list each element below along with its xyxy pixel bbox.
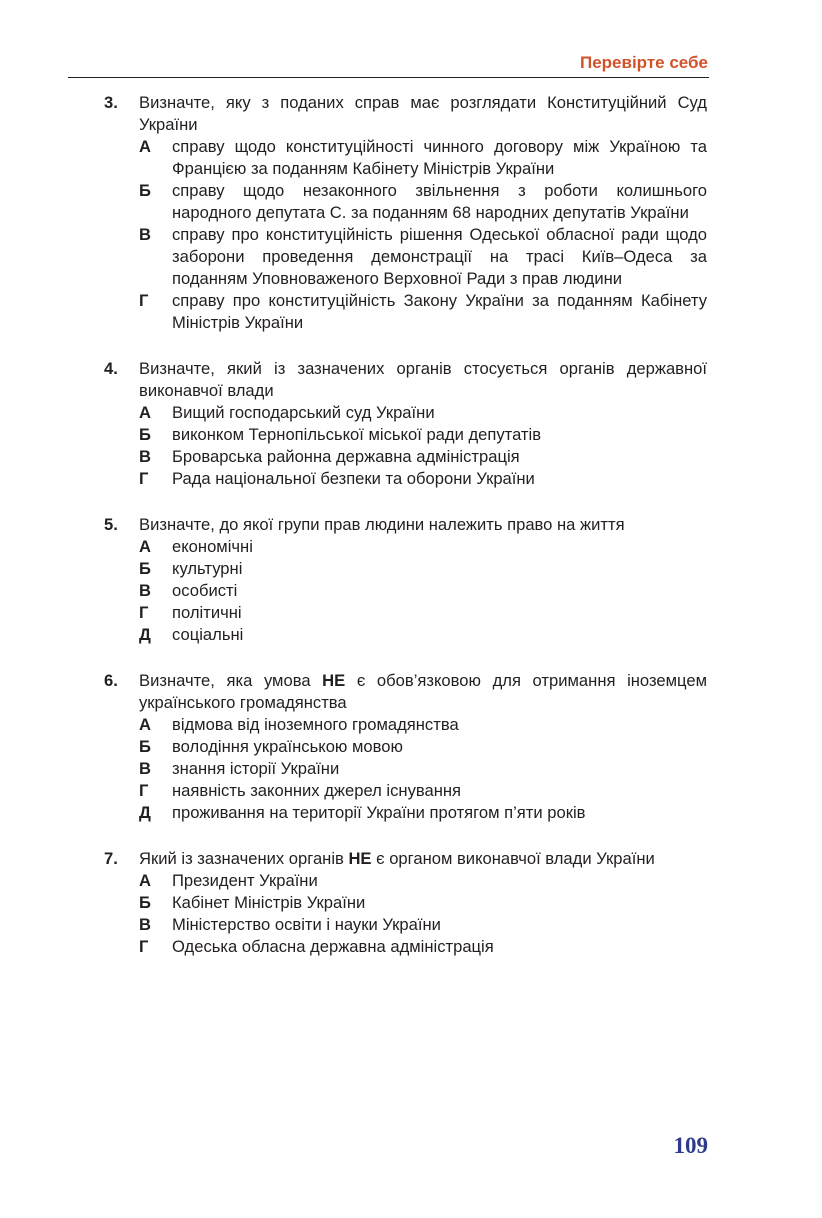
option-text: справу про конституційність Закону України за поданням Кабінету Міністрів України	[172, 291, 707, 332]
option-text: Рада національної безпеки та оборони України	[172, 469, 535, 488]
option-text: виконком Тернопільської міської ради депутатів	[172, 425, 542, 444]
answer-option	[0, 870, 707, 892]
question-text: Визначте, до якої групи прав людини належить право на життя	[139, 515, 625, 534]
answer-option	[0, 136, 707, 180]
question-text: Визначте, яка умова НЕ є обов’язковою для отримання іноземцем українського громадянства	[139, 671, 707, 712]
option-letter: В	[139, 581, 151, 600]
option-letter: А	[139, 871, 151, 890]
option-text: Міністерство освіти і науки України	[172, 915, 441, 934]
option-text: справу про конституційність рішення Одеської обласної ради щодо заборони проведення демонстрації на трасі Київ–Одеса за поданням Уповноваженого Верховної Ради з прав людини	[172, 225, 707, 288]
option-text: Кабінет Міністрів України	[172, 893, 366, 912]
option-letter: В	[139, 915, 151, 934]
answer-option	[0, 714, 707, 736]
option-letter: Г	[139, 781, 149, 800]
emphasis-not: НЕ	[322, 671, 346, 690]
answer-option	[0, 424, 707, 446]
question-list	[0, 92, 822, 982]
option-letter: Б	[139, 425, 151, 444]
option-letter: Г	[139, 937, 149, 956]
option-text: володіння українською мовою	[172, 737, 403, 756]
question-number: 6.	[104, 671, 118, 690]
option-letter: А	[139, 537, 151, 556]
option-text: відмова від іноземного громадянства	[172, 715, 459, 734]
option-text: Одеська обласна державна адміністрація	[172, 937, 494, 956]
question-number: 7.	[104, 849, 118, 868]
option-letter: А	[139, 715, 151, 734]
question-7	[0, 848, 822, 958]
answer-option	[0, 892, 707, 914]
option-text: культурні	[172, 559, 243, 578]
option-text: наявність законних джерел існування	[172, 781, 462, 800]
option-text: проживання на території України протягом п’яти років	[172, 803, 586, 822]
answer-option	[0, 624, 707, 646]
emphasis-not: НЕ	[348, 849, 372, 868]
option-letter: Б	[139, 181, 151, 200]
question-3	[0, 92, 822, 334]
answer-option	[0, 224, 707, 290]
answer-option	[0, 802, 707, 824]
question-text: Визначте, яку з поданих справ має розглядати Конституційний Суд України	[139, 93, 707, 134]
option-letter: А	[139, 403, 151, 422]
question-number: 3.	[104, 93, 118, 112]
answer-option	[0, 936, 707, 958]
page-number: 109	[673, 1133, 708, 1158]
option-letter: Г	[139, 603, 149, 622]
option-text: політичні	[172, 603, 242, 622]
option-letter: В	[139, 225, 151, 244]
answer-option	[0, 536, 707, 558]
answer-option	[0, 558, 707, 580]
option-text: особисті	[172, 581, 238, 600]
question-number: 4.	[104, 359, 118, 378]
question-6	[0, 670, 822, 824]
section-title: Перевірте себе	[580, 53, 708, 72]
option-letter: Б	[139, 737, 151, 756]
option-text: економічні	[172, 537, 253, 556]
option-text: Вищий господарський суд України	[172, 403, 435, 422]
answer-option	[0, 780, 707, 802]
option-text: знання історії України	[172, 759, 340, 778]
answer-option	[0, 914, 707, 936]
answer-option	[0, 180, 707, 224]
question-number: 5.	[104, 515, 118, 534]
option-text: справу щодо конституційності чинного договору між Україною та Францією за поданням Кабінету Міністрів України	[172, 137, 707, 178]
answer-option	[0, 736, 707, 758]
option-letter: Г	[139, 291, 149, 310]
answer-option	[0, 580, 707, 602]
option-letter: Б	[139, 893, 151, 912]
question-4	[0, 358, 822, 490]
option-text: Президент України	[172, 871, 318, 890]
option-letter: Г	[139, 469, 149, 488]
answer-option	[0, 402, 707, 424]
question-5	[0, 514, 822, 646]
option-letter: Д	[139, 625, 151, 644]
question-text: Який із зазначених органів НЕ є органом виконавчої влади України	[139, 849, 655, 868]
option-text: справу щодо незаконного звільнення з роботи колишнього народного депутата С. за поданням 68 народних депутатів України	[172, 181, 707, 222]
answer-option	[0, 468, 707, 490]
option-text: соціальні	[172, 625, 244, 644]
option-letter: В	[139, 447, 151, 466]
header-divider	[68, 77, 709, 78]
option-letter: Д	[139, 803, 151, 822]
answer-option	[0, 290, 707, 334]
answer-option	[0, 758, 707, 780]
option-letter: В	[139, 759, 151, 778]
question-text: Визначте, який із зазначених органів стосується органів державної виконавчої влади	[139, 359, 707, 400]
answer-option	[0, 602, 707, 624]
option-letter: Б	[139, 559, 151, 578]
option-letter: А	[139, 137, 151, 156]
option-text: Броварська районна державна адміністрація	[172, 447, 520, 466]
answer-option	[0, 446, 707, 468]
